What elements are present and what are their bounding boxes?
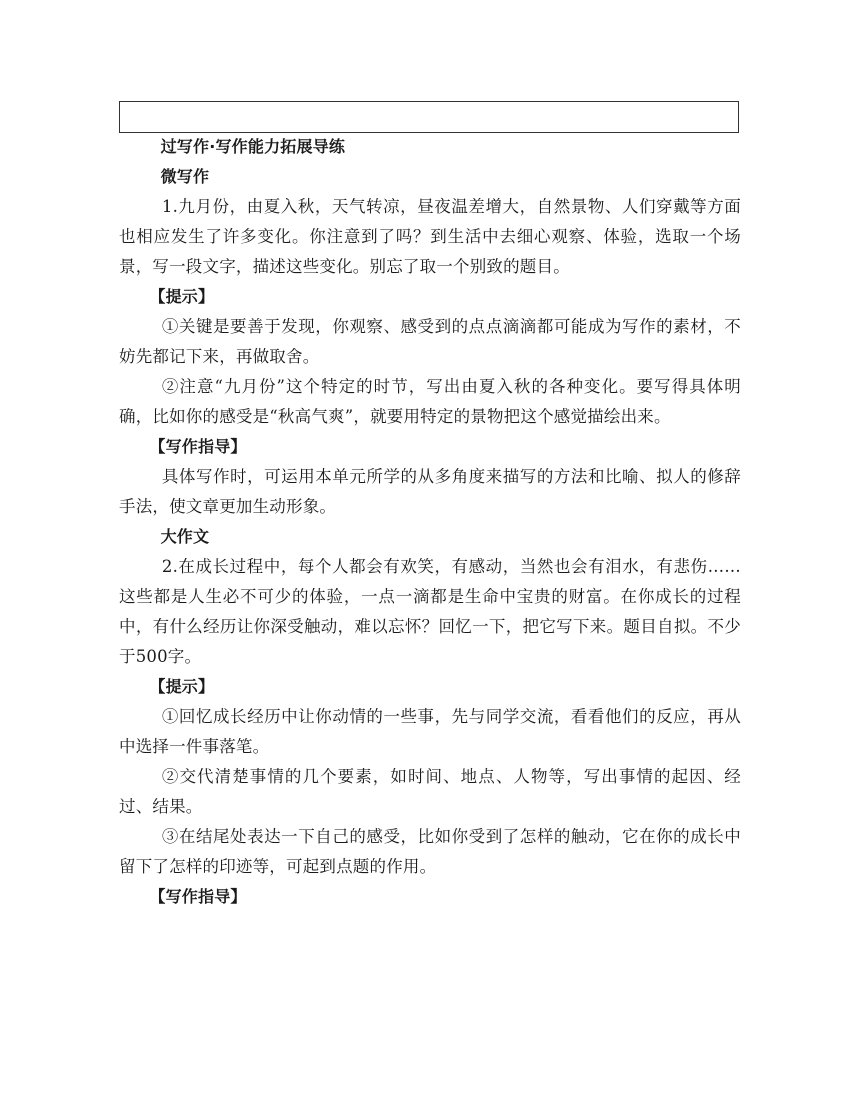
essay-tip-1: ①回忆成长经历中让你动情的一些事，先与同学交流，看看他们的反应，再从中选择一件事落笔。 [119,707,741,756]
essay-guide-label: 【写作指导】 [149,887,247,906]
essay-tip-2: ②交代清楚事情的几个要素，如时间、地点、人物等，写出事情的起因、经过、结果。 [119,767,741,816]
document-body [119,132,741,912]
header-box [119,101,739,133]
micro-tip-2: ②注意“九月份”这个特定的时节，写出由夏入秋的各种变化。要写得具体明确，比如你的感受是“秋高气爽”，就要用特定的景物把这个感觉描绘出来。 [119,377,741,426]
essay-question: 2.在成长过程中，每个人都会有欢笑，有感动，当然也会有泪水，有悲伤……这些都是人生必不可少的体验，一点一滴都是生命中宝贵的财富。在你成长的过程中，有什么经历让你深受触动，难以忘怀？回忆一下，把它写下来。题目自拟。不少于500字。 [119,557,741,666]
micro-guide-label: 【写作指导】 [149,437,247,456]
section-title: 过写作·写作能力拓展导练 [160,137,346,156]
micro-tip-1: ①关键是要善于发现，你观察、感受到的点点滴滴都可能成为写作的素材，不妨先都记下来，再做取舍。 [119,317,741,366]
essay-tip-label: 【提示】 [149,677,215,696]
micro-tip-label: 【提示】 [149,287,215,306]
essay-tip-3: ③在结尾处表达一下自己的感受，比如你受到了怎样的触动，它在你的成长中留下了怎样的印迹等，可起到点题的作用。 [119,827,741,876]
micro-writing-question: 1.九月份，由夏入秋，天气转凉，昼夜温差增大，自然景物、人们穿戴等方面也相应发生了许多变化。你注意到了吗？到生活中去细心观察、体验，选取一个场景，写一段文字，描述这些变化。别忘了取一个别致的题目。 [119,197,741,276]
micro-writing-title: 微写作 [160,167,210,186]
micro-guide-text: 具体写作时，可运用本单元所学的从多角度来描写的方法和比喻、拟人的修辞手法，使文章更加生动形象。 [119,467,741,516]
essay-title: 大作文 [160,527,210,546]
